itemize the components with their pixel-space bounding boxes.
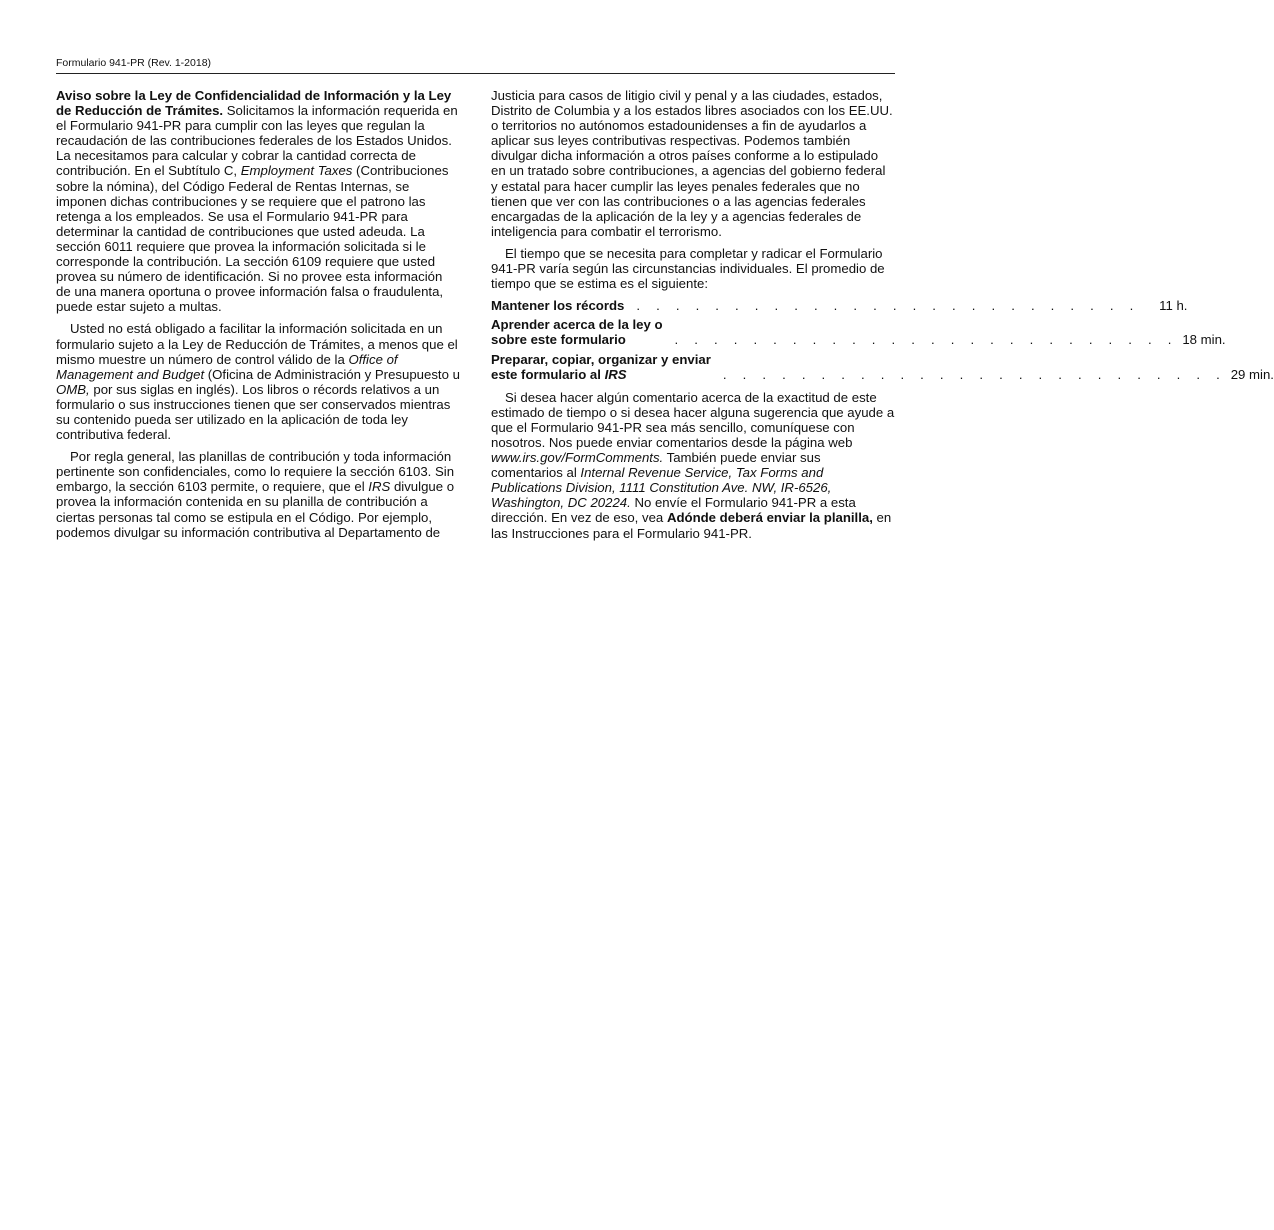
time-label-preparing-line-2 [491,367,711,382]
privacy-p3-text-1: Por regla general, las planillas de contribución y toda información pertinente son confidenciales, como lo requiere la sección 6103. Sin embargo, la sección 6103 permite, o requiere, que el [56,449,455,495]
time-label-learning-line-1: Aprender acerca de la ley o [491,317,663,333]
privacy-p2-italic-omb: OMB, [56,381,90,397]
time-label-preparing-italic-irs: IRS [604,366,627,382]
privacy-p1-italic-employment-taxes: Employment Taxes [240,163,353,179]
time-value-learning: 18 min. [1182,332,1226,348]
comments-text-4: en las Instrucciones para el Formulario 941-PR. [491,510,892,541]
privacy-p3-italic-irs: IRS [368,479,391,495]
time-label-records: Mantener los récords [491,298,625,314]
comments-text-2: También puede enviar sus comentarios al [491,450,821,481]
form-revision-label: Formulario 941-PR (Rev. 1-2018) [56,57,212,69]
privacy-paragraph-1 [56,88,460,314]
time-row-preparing [491,351,1274,382]
time-label-preparing-line-2-text: este formulario al [491,366,605,382]
privacy-p2-text-3: por sus siglas en inglés). Los libros o récords relativos a un formulario o sus instrucciones tienen que ser conservados mientras su contenido pueda ser utilizado en la aplicación de toda ley contributiva federal. [56,381,451,443]
time-estimate-table [491,298,1274,382]
privacy-p2-text-2: (Oficina de Administración y Presupuesto u [204,366,460,382]
comments-web-address: www.irs.gov/FormComments. [491,450,664,466]
time-estimate-intro: El tiempo que se necesita para completar y radicar el Formulario 941-PR varía según las circunstancias individuales. El promedio de tiempo que se estima es el siguiente: [491,245,885,292]
time-label-preparing-line-1: Preparar, copiar, organizar y enviar [491,351,711,367]
time-value-preparing: 29 min. [1230,366,1274,382]
right-column [491,88,1274,548]
time-row-learning [491,317,1226,348]
dot-leader: . . . . . . . . . . . . . . . . . . . . . . . . . . [636,298,1140,314]
privacy-p1-text-2: (Contribuciones sobre la nómina), del Código Federal de Rentas Internas, se imponen dichas contribuciones y se requiere que el patrono las retenga a los empleados. Se usa el Formulario 941-PR para determinar la cantidad de contribuciones que usted adeuda. La sección 6011 requiere que provea la información solicitada si le corresponde la contribución. La sección 6109 requiere que usted provea su número de identificación. Si no provee esta información de una manera oportuna o provee información falsa o fraudulenta, puede estar sujeto a multas. [56,163,449,315]
privacy-paragraph-3 [56,449,460,540]
privacy-paragraph-3-continued: Justicia para casos de litigio civil y penal y a las ciudades, estados, Distrito de Columbia y a los estados libres asociados con los EE.UU. o territorios no autónomos estadounidenses a fin de ayudarlos a aplicar sus leyes contributivas respectivas. Podemos también divulgar dicha información a otros países conforme a lo estipulado en un tratado sobre contribuciones, a agencias del gobierno federal y estatal para hacer cumplir las leyes penales federales que no tienen que ver con las contribuciones o a las agencias federales encargadas de la aplicación de la ley y a agencias federales de inteligencia para combatir el terrorismo. [491,88,893,239]
privacy-p2-italic-omb-name: Office of Management and Budget [56,351,398,382]
privacy-p3-text-2: divulgue o provea la información contenida en su planilla de contribución a ciertas personas tal como se estipula en el Código. Por ejemplo, podemos divulgar su información contributiva al Departamento de [56,479,455,540]
privacy-paragraph-2 [56,321,460,442]
left-column [56,88,460,547]
privacy-notice-title: Aviso sobre la Ley de Confidencialidad de Información y la Ley de Reducción de Trámites. [56,88,452,119]
comments-mailing-address: Internal Revenue Service, Tax Forms and Publications Division, 1111 Constitution Ave. NW, IR-6526, Washington, DC 20224. [491,465,832,511]
dot-leader: . . . . . . . . . . . . . . . . . . . . . . . . . . [674,332,1178,348]
comments-text-1: Si desea hacer algún comentario acerca de la exactitud de este estimado de tiempo o si desea hacer alguna sugerencia que ayude a que el Formulario 941-PR sea más sencillo, comuníquese con nosotros. Nos puede enviar comentarios desde la página web [491,389,895,450]
dot-leader: . . . . . . . . . . . . . . . . . . . . . . . . . . [722,366,1226,382]
time-value-records: 11 h. [1159,298,1188,314]
comments-paragraph [491,390,895,541]
time-label-preparing [491,352,711,382]
privacy-p2-text-1: Usted no está obligado a facilitar la información solicitada en un formulario sujeto a la Ley de Reducción de Trámites, a menos que el mismo muestre un número de control válido de la [56,321,458,367]
time-label-learning [491,317,663,347]
time-label-learning-line-2: sobre este formulario [491,332,626,348]
privacy-p1-text-1: Solicitamos la información requerida en el Formulario 941-PR para cumplir con las leyes que regulan la recaudación de las contribuciones federales de los Estados Unidos. La necesitamos para calcular y cobrar la cantidad correcta de contribución. En el Subtítulo C, [56,103,458,179]
comments-text-3: No envíe el Formulario 941-PR a esta dirección. En vez de eso, vea [491,495,856,526]
comments-bold-reference: Adónde deberá enviar la planilla, [666,510,873,526]
form-header [56,56,895,74]
time-row-records [491,298,1188,314]
